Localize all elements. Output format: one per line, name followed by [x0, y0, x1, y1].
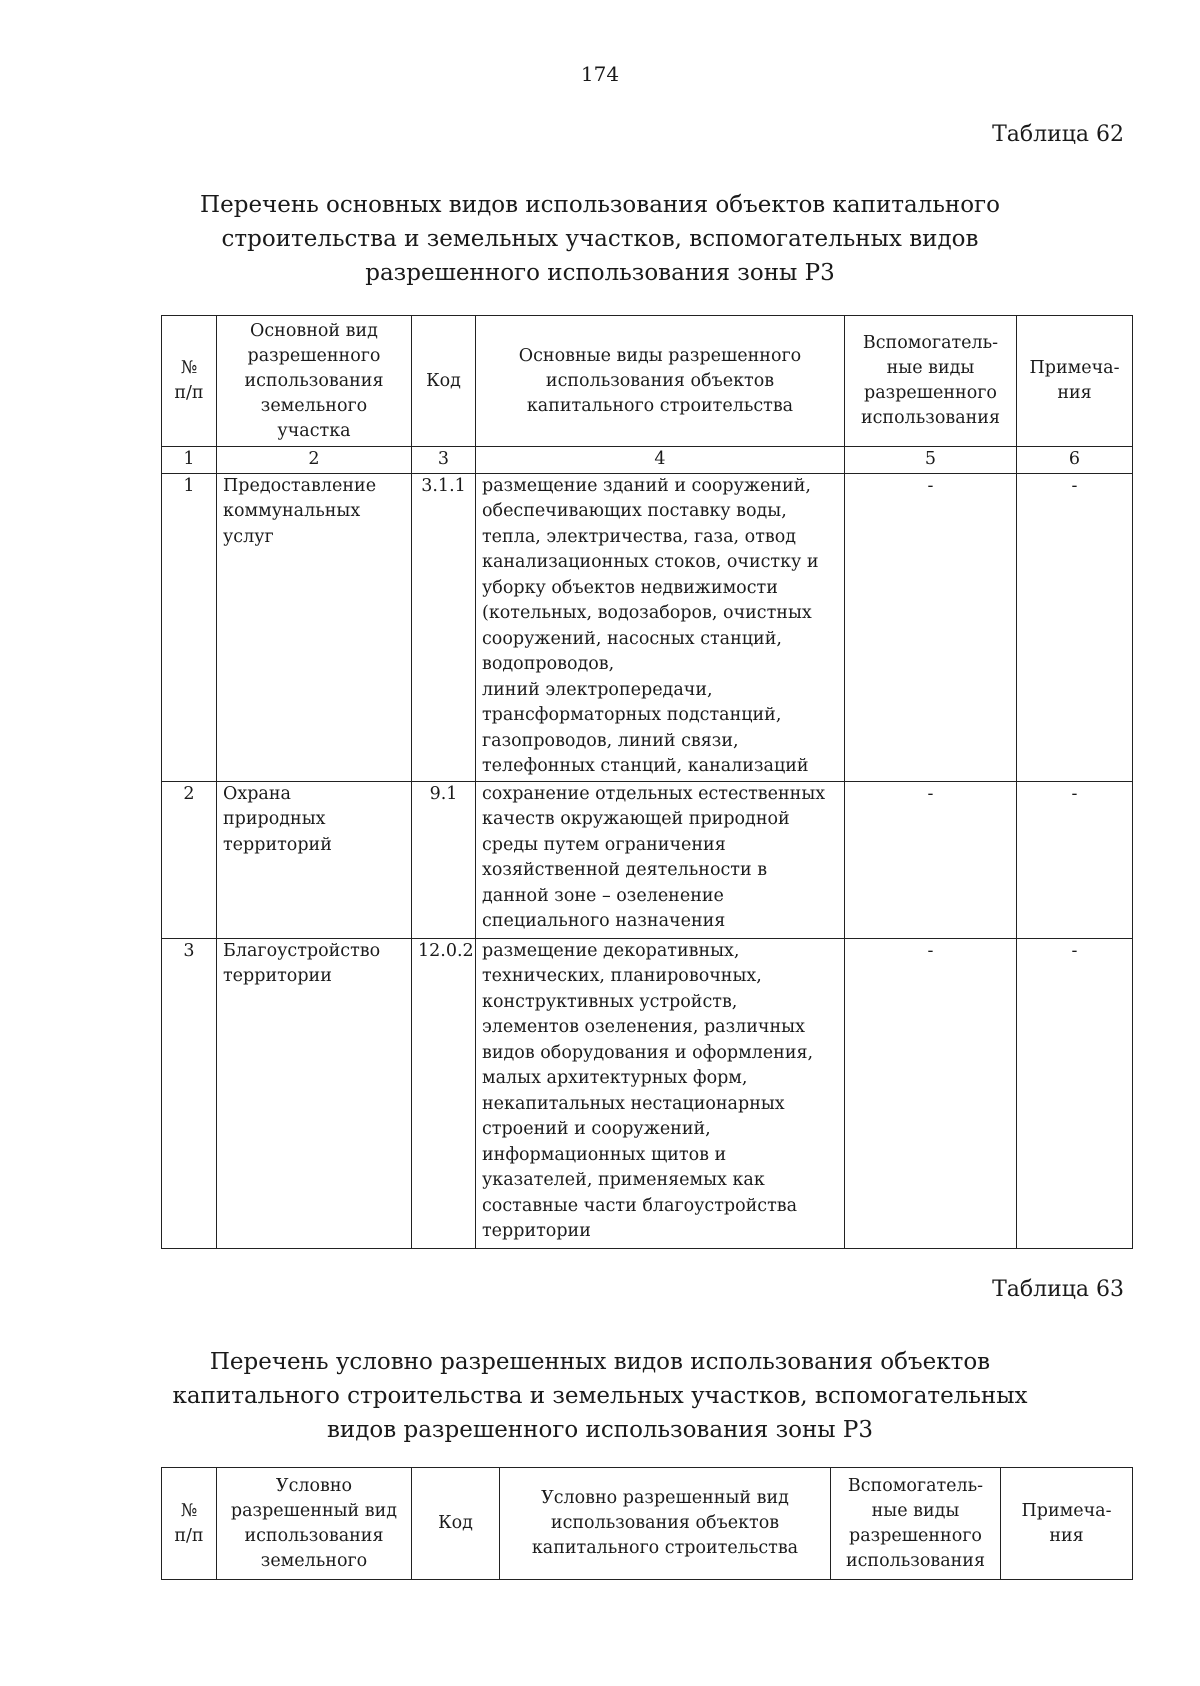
row-land-use-type: Благоустройство территории — [217, 938, 412, 1248]
table-63 — [161, 1467, 1133, 1580]
header-num: № п/п — [162, 1468, 217, 1580]
header-conditional-capital-construction-use: Условно разрешенный вид использования объектов капитального строительства — [500, 1468, 831, 1580]
header-auxiliary-use: Вспомогатель- ные виды разрешенного использования — [845, 316, 1017, 447]
header-land-use-type: Основной вид разрешенного использования земельного участка — [217, 316, 412, 447]
row-notes: - — [1017, 473, 1133, 781]
row-auxiliary: - — [845, 938, 1017, 1248]
row-notes: - — [1017, 938, 1133, 1248]
row-description: сохранение отдельных естественных качеств окружающей природной среды путем ограничения хозяйственной деятельности в данной зоне – озеленение специального назначения — [476, 781, 845, 938]
column-number: 4 — [476, 447, 845, 474]
page-number: 174 — [580, 62, 620, 86]
column-number: 2 — [217, 447, 412, 474]
column-number: 1 — [162, 447, 217, 474]
header-code: Код — [412, 316, 476, 447]
table-62 — [161, 315, 1133, 1249]
table-62-header-row — [162, 316, 1133, 447]
header-auxiliary-use: Вспомогатель- ные виды разрешенного использования — [831, 1468, 1001, 1580]
column-number: 5 — [845, 447, 1017, 474]
table-62-column-numbers — [162, 447, 1133, 474]
table-row — [162, 938, 1133, 1248]
table-row — [162, 473, 1133, 781]
header-capital-construction-use: Основные виды разрешенного использования объектов капитального строительства — [476, 316, 845, 447]
table-row — [162, 781, 1133, 938]
header-conditional-land-use-type: Условно разрешенный вид использования земельного — [217, 1468, 412, 1580]
column-number: 6 — [1017, 447, 1133, 474]
row-auxiliary: - — [845, 781, 1017, 938]
row-num: 3 — [162, 938, 217, 1248]
table-63-label: Таблица 63 — [992, 1277, 1124, 1302]
row-land-use-type: Охрана природных территорий — [217, 781, 412, 938]
row-description: размещение зданий и сооружений, обеспечивающих поставку воды, тепла, электричества, газа, отвод канализационных стоков, очистку и уборку объектов недвижимости (котельных, водозаборов, очистных сооружений, насосных станций, водопроводов, линий электропередачи, трансформаторных подстанций, газопроводов, линий связи, телефонных станций, канализаций — [476, 473, 845, 781]
table-63-title: Перечень условно разрешенных видов использования объектов капитального строительства и земельных участков, вспомогательных видов разрешенного использования зоны Р3 — [172, 1349, 1028, 1443]
row-num: 2 — [162, 781, 217, 938]
header-num: № п/п — [162, 316, 217, 447]
table-63-header-row — [162, 1468, 1133, 1580]
header-notes: Примеча- ния — [1017, 316, 1133, 447]
row-code: 12.0.2 — [412, 938, 476, 1248]
header-code: Код — [412, 1468, 500, 1580]
table-62-label: Таблица 62 — [992, 122, 1124, 147]
row-code: 3.1.1 — [412, 473, 476, 781]
table-62-title: Перечень основных видов использования объектов капитального строительства и земельных участков, вспомогательных видов разрешенного использования зоны Р3 — [200, 192, 1000, 286]
row-auxiliary: - — [845, 473, 1017, 781]
row-description: размещение декоративных, технических, планировочных, конструктивных устройств, элементов озеленения, различных видов оборудования и оформления, малых архитектурных форм, некапитальных нестационарных строений и сооружений, информационных щитов и указателей, применяемых как составные части благоустройства территории — [476, 938, 845, 1248]
header-notes: Примеча- ния — [1001, 1468, 1133, 1580]
row-code: 9.1 — [412, 781, 476, 938]
row-num: 1 — [162, 473, 217, 781]
row-land-use-type: Предоставление коммунальных услуг — [217, 473, 412, 781]
column-number: 3 — [412, 447, 476, 474]
row-notes: - — [1017, 781, 1133, 938]
